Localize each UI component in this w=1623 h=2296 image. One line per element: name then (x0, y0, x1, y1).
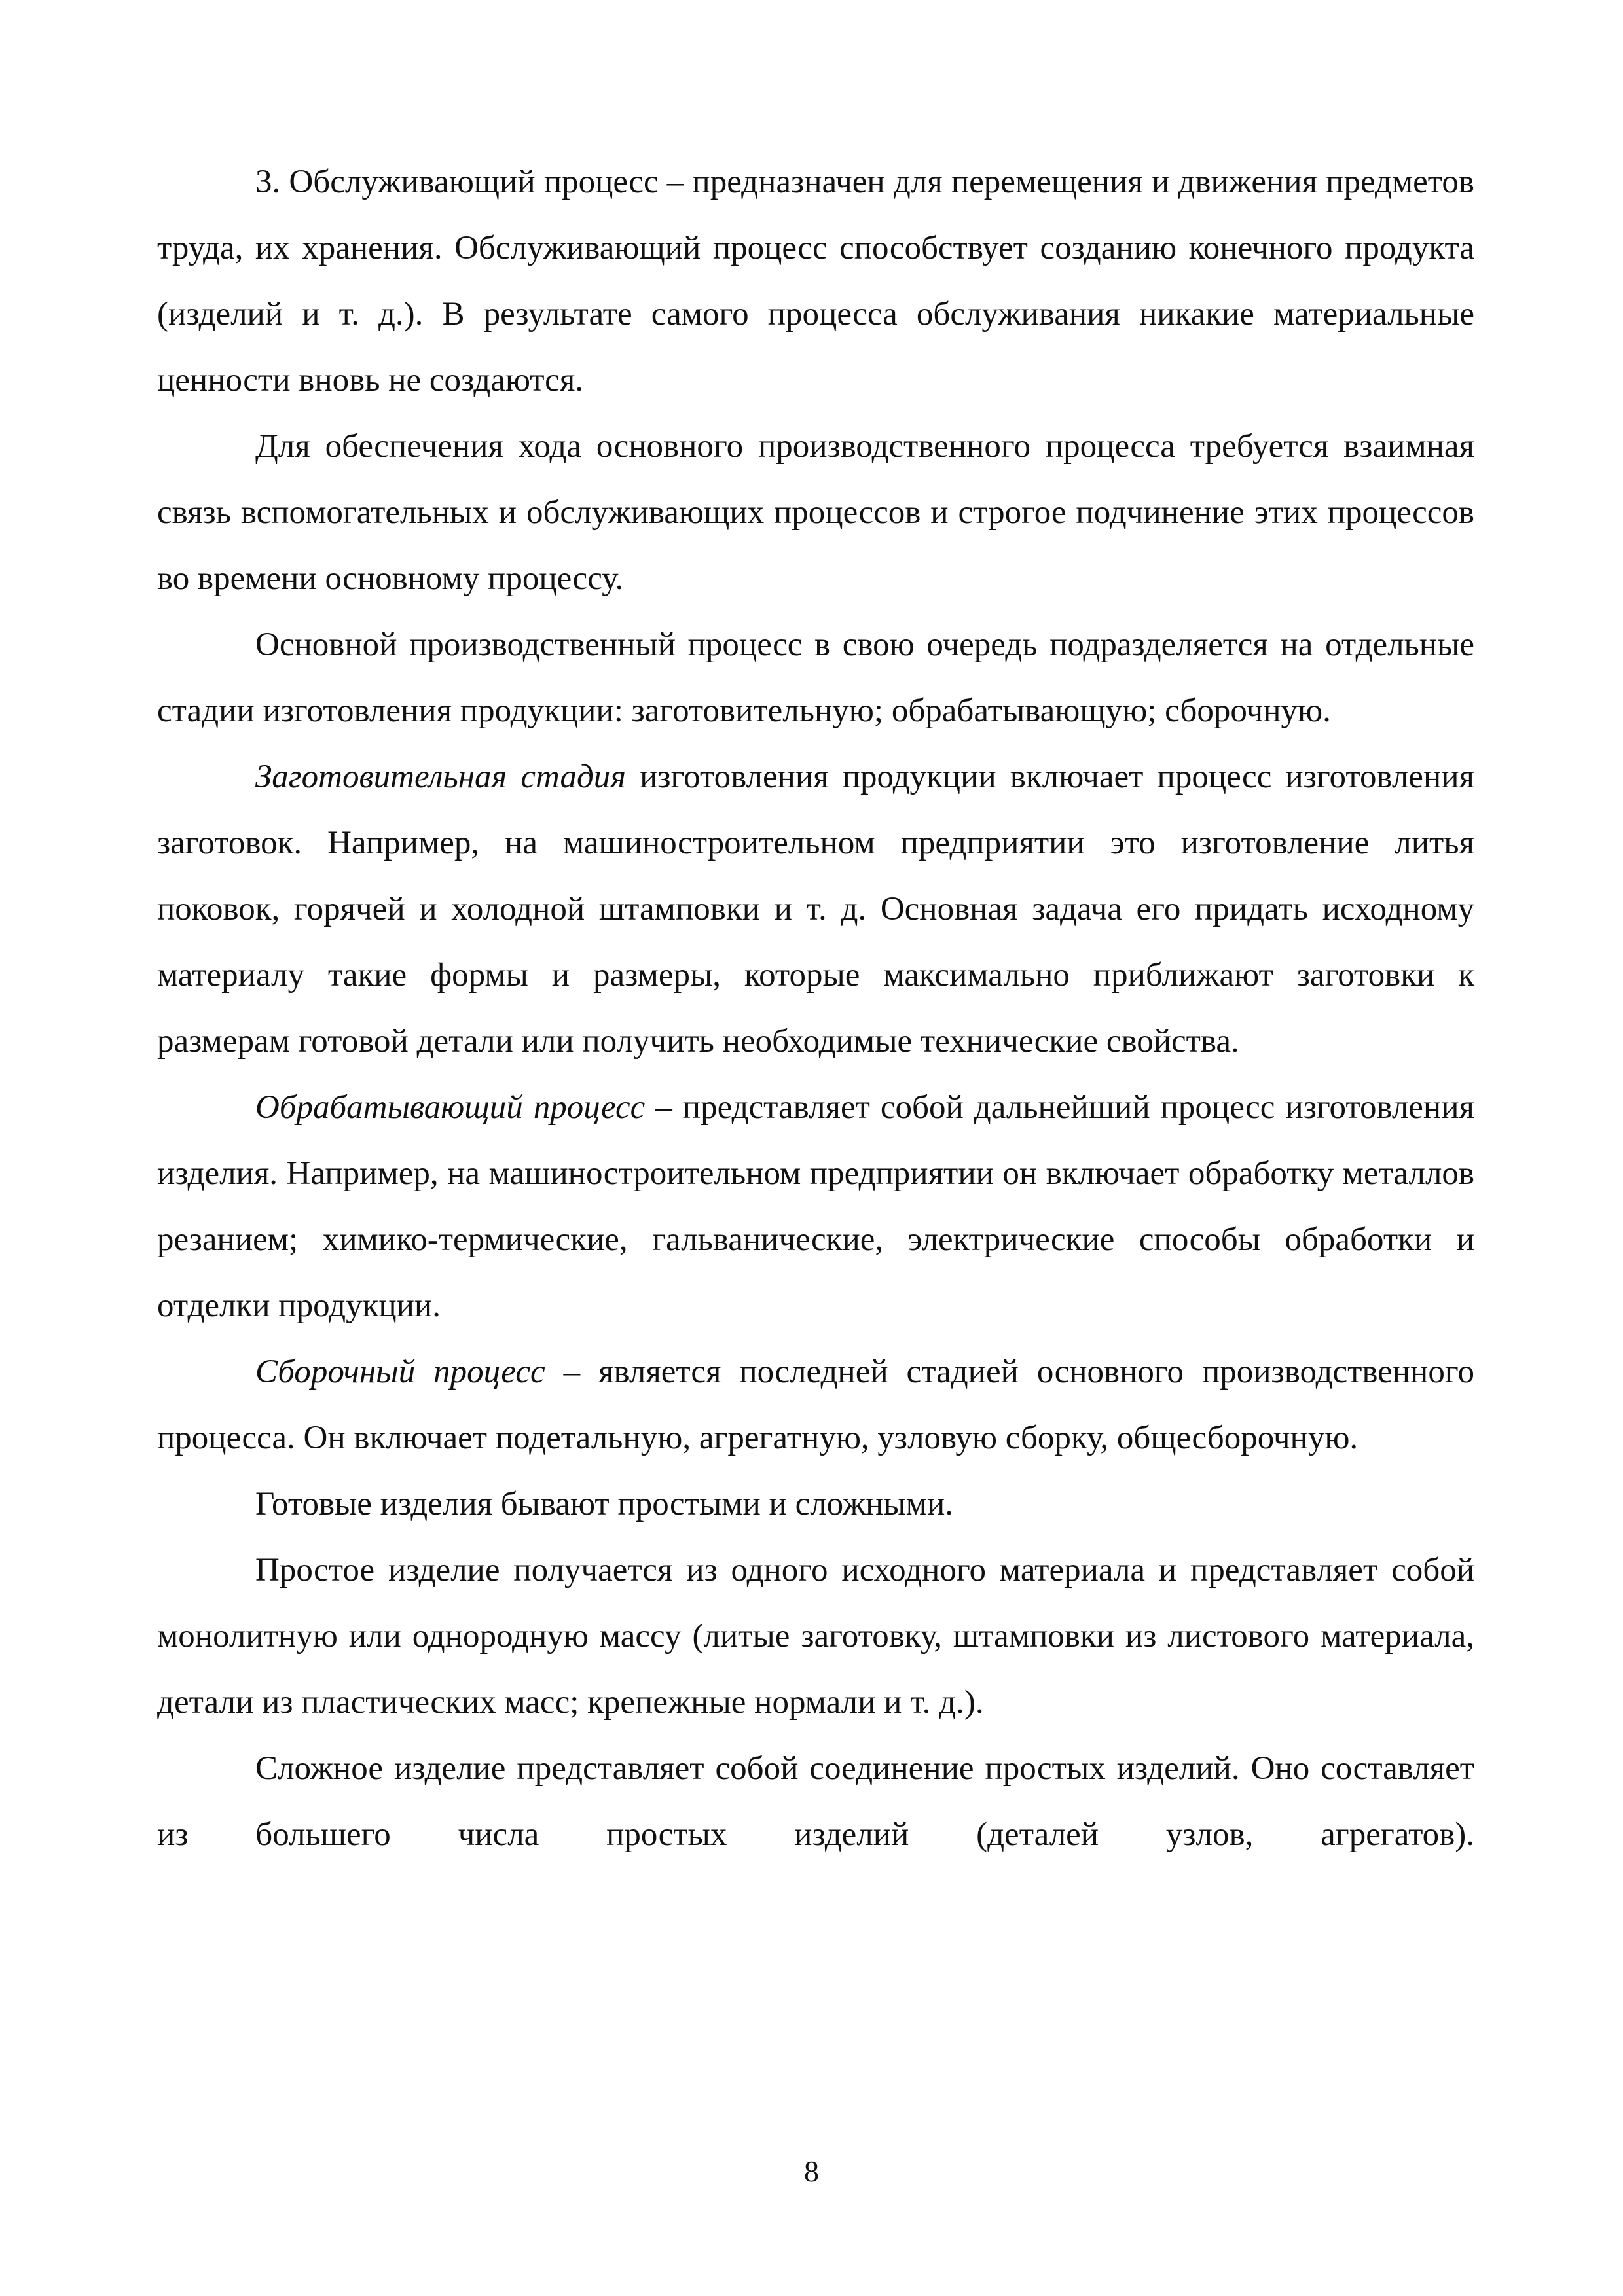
paragraph-text: изготовления продукции включает процесс изготовления заготовок. Например, на машиностроительном предприятии это изготовление литья поковок, горячей и холодной штамповки и т. д. Основная задача его придать исходному материалу такие формы и размеры, которые максимально приближают заготовки к размерам готовой детали или получить необходимые технические свойства. (157, 759, 1474, 1060)
paragraph-complex-product (157, 1736, 1474, 1868)
paragraph-text: 3. Обслуживающий процесс – предназначен для перемещения и движения предметов труда, их хранения. Обслуживающий процесс способствует созданию конечного продукта (изделий и т. д.). В результате самого процесса обслуживания никакие материальные ценности вновь не создаются. (157, 164, 1474, 399)
paragraph-text: Основной производственный процесс в свою очередь подразделяется на отдельные стадии изготовления продукции: заготовительную; обрабатывающую; сборочную. (157, 626, 1474, 729)
paragraph-servicing-process (157, 149, 1474, 414)
document-page (157, 149, 1474, 1868)
paragraph-term-procurement: Заготовительная стадия (255, 759, 626, 795)
paragraph-text: Сложное изделие представляет собой соединение простых изделий. Оно составляет из большего числа простых изделий (деталей узлов, агрегатов). (157, 1750, 1474, 1853)
paragraph-assembly-stage (157, 1339, 1474, 1471)
paragraph-text: – является последней стадией основного производственного процесса. Он включает подетальную, агрегатную, узловую сборку, общесборочную. (157, 1354, 1475, 1456)
paragraph-production-stages (157, 612, 1474, 744)
paragraph-term-processing: Обрабатывающий процесс (255, 1089, 646, 1126)
paragraph-text: – представляет собой дальнейший процесс изготовления изделия. Например, на машиностроительном предприятии он включает обработку металлов резанием; химико-термические, гальванические, электрические способы обработки и отделки продукции. (157, 1089, 1474, 1324)
paragraph-process-coordination (157, 414, 1474, 612)
paragraph-product-types (157, 1471, 1474, 1537)
paragraph-text: Готовые изделия бывают простыми и сложными. (255, 1486, 953, 1522)
paragraph-text: Простое изделие получается из одного исходного материала и представляет собой монолитную или однородную массу (литые заготовку, штамповки из листового материала, детали из пластических масс; крепежные нормали и т. д.). (157, 1552, 1474, 1721)
paragraph-term-assembly: Сборочный процесс (255, 1354, 545, 1390)
paragraph-processing-stage (157, 1075, 1474, 1339)
paragraph-simple-product (157, 1537, 1474, 1736)
paragraph-text: Для обеспечения хода основного производственного процесса требуется взаимная связь вспомогательных и обслуживающих процессов и строгое подчинение этих процессов во времени основному процессу. (157, 428, 1474, 597)
page-number: 8 (804, 2155, 819, 2188)
paragraph-procurement-stage (157, 744, 1474, 1075)
